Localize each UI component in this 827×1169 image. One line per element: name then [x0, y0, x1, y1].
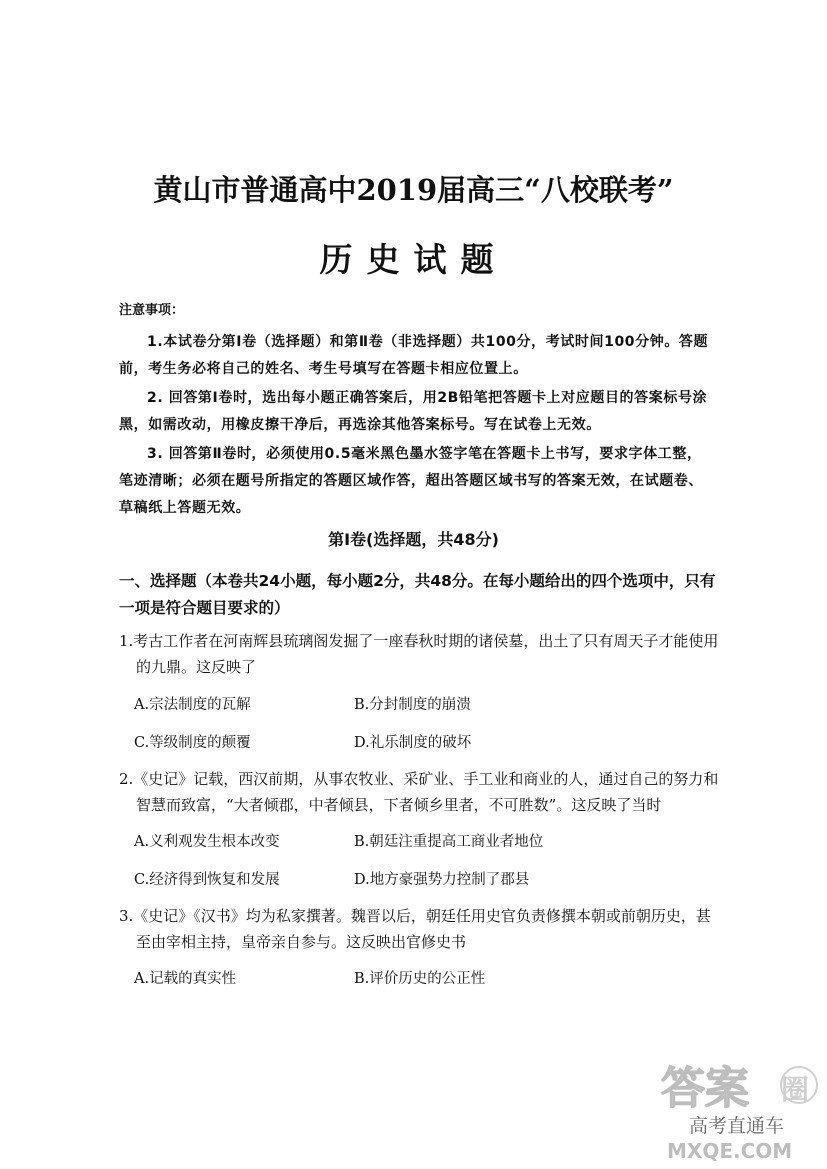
option-d: D.地方豪强势力控制了郡县: [354, 872, 530, 888]
watermark-site-name: 高考直通车: [689, 1115, 785, 1137]
section-title: 第Ⅰ卷(选择题，共48分): [328, 530, 499, 549]
option-a: A.宗法制度的瓦解: [134, 697, 251, 713]
option-a: A.义利观发生根本改变: [134, 834, 280, 850]
question-2: [119, 766, 719, 818]
question-stem: 3.《史记》《汉书》均为私家撰著。魏晋以后，朝廷任用史官负责修撰本朝或前朝历史，甚至由宰相主持，皇帝亲自参与。这反映出官修史书: [119, 907, 711, 951]
question-stem: 2.《史记》记载，西汉前期，从事农牧业、采矿业、手工业和商业的人，通过自己的努力和智慧而致富，“大者倾郡，中者倾县，下者倾乡里者，不可胜数”。这反映了当时: [119, 770, 719, 814]
option-b: B.评价历史的公正性: [354, 971, 486, 987]
document-title: 黄山市普通高中2019届高三“八校联考”: [153, 173, 674, 207]
watermark-logo: [631, 1055, 821, 1165]
svg-text:答案: 答案: [661, 1063, 749, 1114]
svg-text:圈: 圈: [781, 1073, 810, 1106]
notice-item-2: 2. 回答第Ⅰ卷时，选出每小题正确答案后，用2B铅笔把答题卡上对应题目的答案标号涂黑，如需改动，用橡皮擦干净后，再选涂其他答案标号。写在试卷上无效。: [119, 390, 708, 433]
option-b: B.分封制度的崩溃: [354, 697, 471, 713]
notice-item-3: 3. 回答第Ⅱ卷时，必须使用0.5毫米黑色墨水签字笔在答题卡上书写，要求字体工整，笔迹清晰；必须在题号所指定的答题区域作答，超出答题区域书写的答案无效，在试题卷、草稿纸上答题无效。: [119, 446, 703, 516]
option-c: C.经济得到恢复和发展: [134, 872, 280, 888]
option-d: D.礼乐制度的破坏: [354, 735, 472, 751]
watermark-domain: MXQE.COM: [667, 1139, 793, 1163]
notice-heading: 注意事项：: [119, 303, 185, 318]
question-1: [119, 628, 719, 680]
document-subtitle: 历史试题: [319, 240, 508, 279]
option-a: A.记载的真实性: [134, 971, 237, 987]
option-c: C.等级制度的颠覆: [134, 735, 251, 751]
question-3: [119, 903, 719, 955]
option-b: B.朝廷注重提高工商业者地位: [354, 834, 544, 850]
part-heading: 一、选择题（本卷共24小题，每小题2分，共48分。在每小题给出的四个选项中，只有一项是符合题目要求的）: [119, 572, 716, 617]
notice-item-1: 1.本试卷分第Ⅰ卷（选择题）和第Ⅱ卷（非选择题）共100分，考试时间100分钟。答题前，考生务必将自己的姓名、考生号填写在答题卡相应位置上。: [119, 334, 709, 377]
question-stem: 1.考古工作者在河南辉县琉璃阁发掘了一座春秋时期的诸侯墓，出土了只有周天子才能使用的九鼎。这反映了: [119, 632, 719, 676]
